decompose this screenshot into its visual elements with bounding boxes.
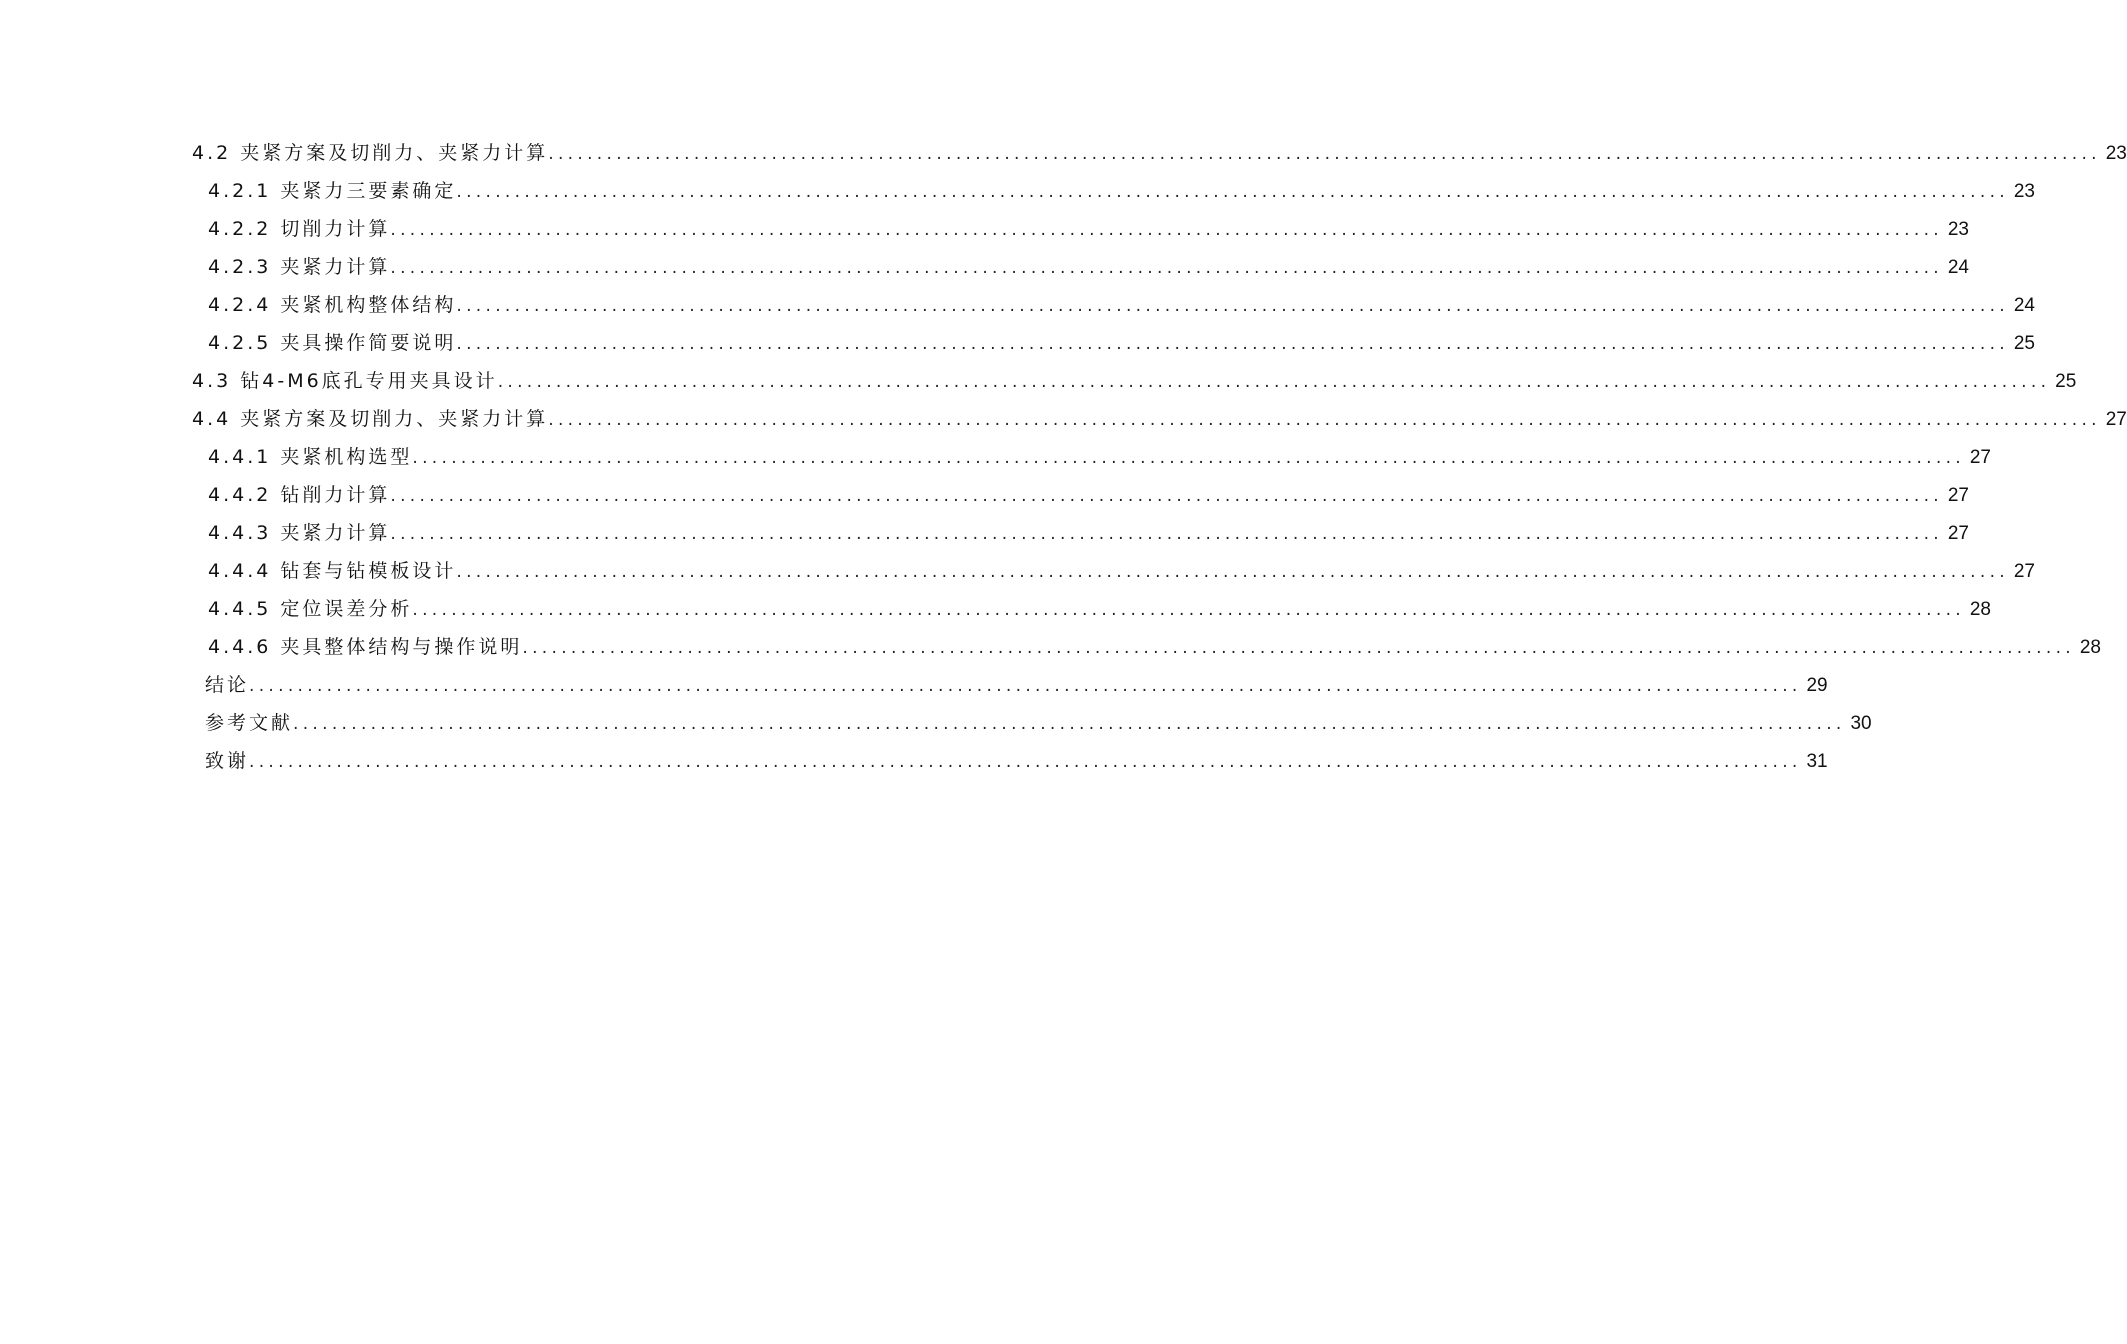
- toc-leader-dots: ................................................................................................................................................................: [412, 448, 1965, 468]
- toc-leader-dots: ................................................................................................................................................................: [249, 752, 1802, 772]
- toc-page-number: 28: [2079, 637, 2101, 658]
- toc-entry-4-4-3[interactable]: [208, 518, 1969, 548]
- toc-entry-title: 4.4.3 夹紧力计算: [208, 522, 391, 544]
- toc-entry-4-2-1[interactable]: [208, 176, 2035, 206]
- toc-page-number: 27: [2105, 409, 2127, 430]
- toc-leader-dots: ................................................................................................................................................................: [456, 296, 2009, 316]
- toc-entry-title: 4.4.1 夹紧机构选型: [208, 446, 413, 468]
- toc-entry-4-4-1[interactable]: [208, 442, 1991, 472]
- toc-page-number: 24: [1947, 257, 1969, 278]
- toc-entry-acknowledgements[interactable]: [205, 746, 1828, 776]
- toc-leader-dots: ................................................................................................................................................................: [497, 372, 2051, 392]
- toc-entry-4-2-5[interactable]: [208, 328, 2035, 358]
- toc-page-number: 27: [1969, 447, 1991, 468]
- toc-leader-dots: ................................................................................................................................................................: [548, 144, 2101, 164]
- toc-leader-dots: ................................................................................................................................................................: [456, 562, 2009, 582]
- toc-leader-dots: ................................................................................................................................................................: [412, 600, 1965, 620]
- toc-entry-4-2-4[interactable]: [208, 290, 2035, 320]
- toc-entry-title: 4.2.2 切削力计算: [208, 218, 391, 240]
- toc-leader-dots: ................................................................................................................................................................: [390, 258, 1943, 278]
- toc-entry-title: 4.4.6 夹具整体结构与操作说明: [208, 636, 523, 658]
- toc-page-number: 29: [1806, 675, 1828, 696]
- toc-entry-title: 4.3 钻4-M6底孔专用夹具设计: [192, 370, 498, 392]
- toc-leader-dots: ................................................................................................................................................................: [456, 334, 2009, 354]
- toc-entry-title: 4.2.1 夹紧力三要素确定: [208, 180, 457, 202]
- toc-entry-4-4[interactable]: [192, 404, 2127, 434]
- toc-page-number: 23: [2013, 181, 2035, 202]
- toc-entry-4-4-2[interactable]: [208, 480, 1969, 510]
- toc-leader-dots: ................................................................................................................................................................: [390, 220, 1943, 240]
- toc-entry-4-4-4[interactable]: [208, 556, 2035, 586]
- toc-entry-title: 4.4 夹紧方案及切削力、夹紧力计算: [192, 408, 549, 430]
- toc-entry-4-2-2[interactable]: [208, 214, 1969, 244]
- toc-entry-title: 4.2.5 夹具操作简要说明: [208, 332, 457, 354]
- toc-entry-title: 4.4.5 定位误差分析: [208, 598, 413, 620]
- toc-page-number: 28: [1969, 599, 1991, 620]
- toc-page-number: 25: [2055, 371, 2077, 392]
- toc-page-number: 24: [2013, 295, 2035, 316]
- toc-entry-4-4-5[interactable]: [208, 594, 1991, 624]
- toc-entry-title: 4.2.4 夹紧机构整体结构: [208, 294, 457, 316]
- toc-page-number: 23: [2105, 143, 2127, 164]
- toc-entry-references[interactable]: [205, 708, 1872, 738]
- toc-page-number: 30: [1850, 713, 1872, 734]
- toc-page-number: 27: [2013, 561, 2035, 582]
- toc-page-number: 23: [1947, 219, 1969, 240]
- toc-entry-title: 致谢: [205, 750, 250, 772]
- toc-entry-title: 结论: [205, 674, 250, 696]
- toc-entry-4-3[interactable]: [192, 366, 2077, 396]
- toc-leader-dots: ................................................................................................................................................................: [249, 676, 1802, 696]
- toc-page-number: 27: [1947, 485, 1969, 506]
- toc-entry-4-2-3[interactable]: [208, 252, 1969, 282]
- toc-leader-dots: ................................................................................................................................................................: [390, 524, 1943, 544]
- toc-page-number: 25: [2013, 333, 2035, 354]
- toc-page-number: 27: [1947, 523, 1969, 544]
- toc-entry-conclusion[interactable]: [205, 670, 1828, 700]
- toc-leader-dots: ................................................................................................................................................................: [456, 182, 2009, 202]
- toc-entry-title: 4.2.3 夹紧力计算: [208, 256, 391, 278]
- toc-entry-4-2[interactable]: [192, 138, 2127, 168]
- toc-entry-title: 4.2 夹紧方案及切削力、夹紧力计算: [192, 142, 549, 164]
- toc-entry-4-4-6[interactable]: [208, 632, 2101, 662]
- toc-entry-title: 参考文献: [205, 712, 294, 734]
- toc-leader-dots: ................................................................................................................................................................: [293, 714, 1846, 734]
- toc-entry-title: 4.4.4 钻套与钻模板设计: [208, 560, 457, 582]
- toc-leader-dots: ................................................................................................................................................................: [522, 638, 2075, 658]
- toc-leader-dots: ................................................................................................................................................................: [548, 410, 2101, 430]
- toc-page-number: 31: [1806, 751, 1828, 772]
- toc-entry-title: 4.4.2 钻削力计算: [208, 484, 391, 506]
- toc-leader-dots: ................................................................................................................................................................: [390, 486, 1943, 506]
